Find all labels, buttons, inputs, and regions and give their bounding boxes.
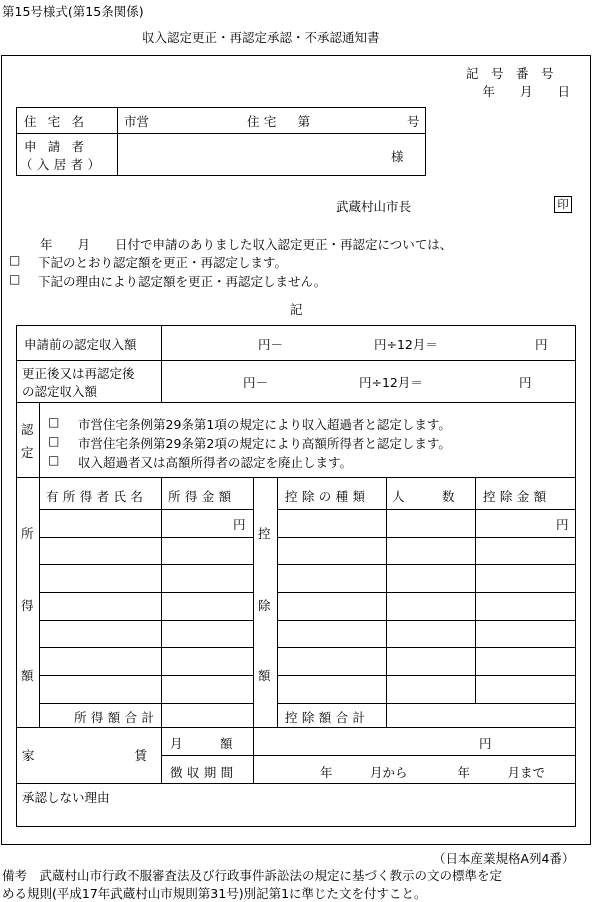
after-income-label-2: の認定収入額 xyxy=(22,384,98,399)
rule2-checkbox[interactable]: □ xyxy=(48,434,60,448)
deduction-total-label: 控除額合計 xyxy=(285,710,370,725)
housing-name-label: 住宅名 xyxy=(24,114,96,129)
monthly-rent-yen: 円 xyxy=(479,736,492,751)
pre-income-div: 円÷12月＝ xyxy=(374,337,438,352)
ki-heading: 記 xyxy=(290,302,303,317)
rule1-checkbox[interactable]: □ xyxy=(48,415,60,429)
remark-line-2: める規則(平成17年武蔵村山市規則第31号)別記第1に準じた文を付すこと。 xyxy=(2,886,427,901)
after-income-div: 円÷12月＝ xyxy=(359,375,423,390)
option1-text: 下記のとおり認定額を更正・再認定します。 xyxy=(38,255,288,270)
option1-checkbox[interactable]: □ xyxy=(9,253,21,267)
collection-period-value: 年 月から 年 月まで xyxy=(320,765,546,780)
rule2-text: 市営住宅条例第29条第2項の規定により高額所得者と認定します。 xyxy=(78,436,451,451)
seal-text: 印 xyxy=(557,197,569,211)
form-number: 第15号様式(第15条関係) xyxy=(2,4,144,19)
monthly-rent-label: 月 額 xyxy=(170,736,233,751)
income-vertical-1: 所 xyxy=(21,526,34,541)
nintei-label-1: 認 xyxy=(21,422,34,437)
document-title: 収入認定更正・再認定承認・不承認通知書 xyxy=(142,30,380,45)
pre-income-yen: 円 xyxy=(535,337,548,352)
after-income-label-1: 更正後又は再認定後 xyxy=(22,366,135,381)
deduction-yen-unit: 円 xyxy=(556,517,569,532)
deduction-vertical-1: 控 xyxy=(258,526,271,541)
income-vertical-3: 額 xyxy=(21,668,34,683)
intro-text: 年 月 日付で申請のありました収入認定更正・再認定については、 xyxy=(40,237,453,252)
housing-prefix: 市営 xyxy=(124,114,150,129)
income-yen-unit: 円 xyxy=(233,517,246,532)
after-income-yen: 円 xyxy=(519,375,532,390)
nintei-label-2: 定 xyxy=(21,445,34,460)
housing-mid: 住宅 第 xyxy=(247,114,315,129)
rule3-text: 収入超過者又は高額所得者の認定を廃止します。 xyxy=(78,455,353,470)
after-income-dash: 円－ xyxy=(243,375,269,390)
rule3-checkbox[interactable]: □ xyxy=(48,453,60,467)
pre-income-dash: 円－ xyxy=(258,337,284,352)
applicant-sublabel: （入居者） xyxy=(20,157,105,172)
honorific-sama: 様 xyxy=(391,149,404,164)
rule1-text: 市営住宅条例第29条第1項の規定により収入超過者と認定します。 xyxy=(78,417,451,432)
deduction-type-header: 控除の種類 xyxy=(285,489,370,504)
income-vertical-2: 得 xyxy=(21,598,34,613)
deduction-vertical-3: 額 xyxy=(258,668,271,683)
earner-name-header: 有所得者氏名 xyxy=(46,489,148,504)
seal-box xyxy=(554,196,572,213)
record-number: 記 号 番 号 xyxy=(466,66,554,81)
deduction-amount-header: 控除金額 xyxy=(483,489,551,504)
persons-header: 人 数 xyxy=(392,489,455,504)
option2-checkbox[interactable]: □ xyxy=(9,272,21,286)
jis-size-note: （日本産業規格A列4番） xyxy=(433,851,575,866)
income-amount-header: 所得金額 xyxy=(168,489,236,504)
rent-label: 家 賃 xyxy=(22,748,148,763)
housing-suffix: 号 xyxy=(407,114,420,129)
issue-date: 年 月 日 xyxy=(482,84,570,99)
income-total-label: 所得額合計 xyxy=(74,710,159,725)
remark-line-1: 備考 武蔵村山市行政不服審査法及び行政事件訴訟法の規定に基づく教示の文の標準を定 xyxy=(2,868,503,883)
mayor-name: 武蔵村山市長 xyxy=(336,199,412,214)
reason-label: 承認しない理由 xyxy=(22,790,110,805)
pre-income-label: 申請前の認定収入額 xyxy=(24,337,137,352)
collection-period-label: 徴収期間 xyxy=(170,765,238,780)
deduction-vertical-2: 除 xyxy=(258,598,271,613)
option2-text: 下記の理由により認定額を更正・再認定しません。 xyxy=(38,274,327,289)
applicant-label: 申請者 xyxy=(24,139,96,154)
